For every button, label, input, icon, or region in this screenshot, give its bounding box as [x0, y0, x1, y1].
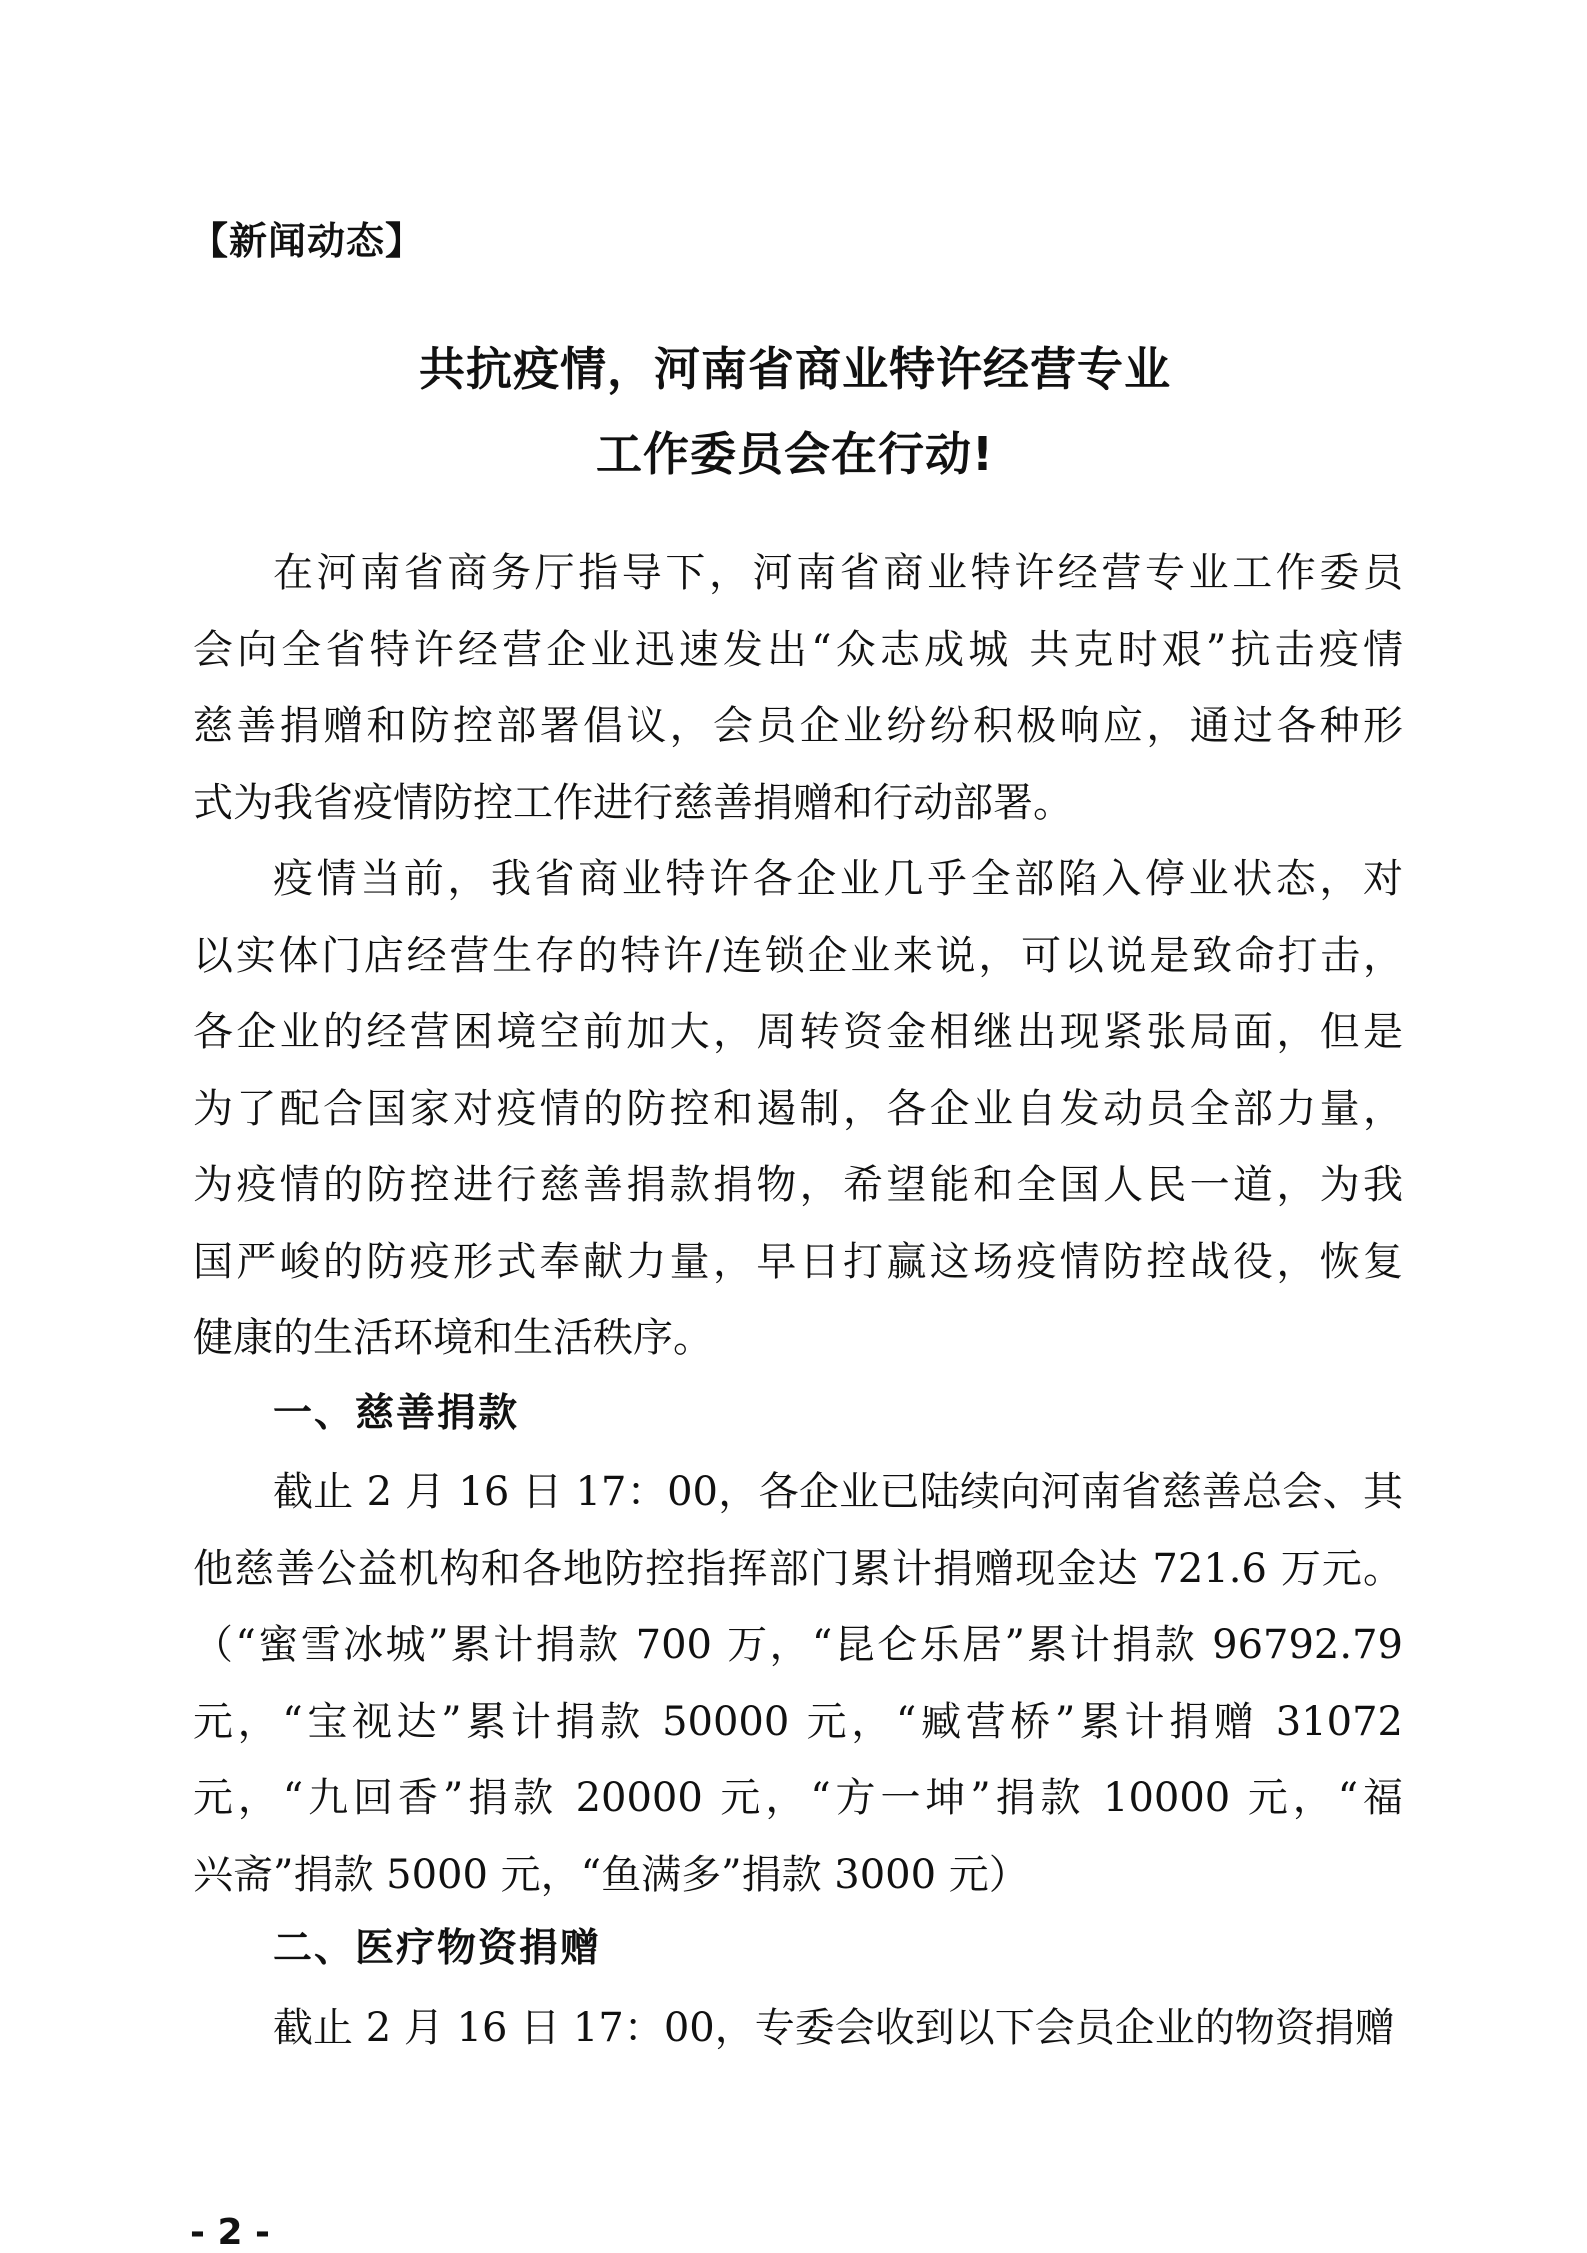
paragraph-line: 以实体门店经营生存的特许/连锁企业来说，可以说是致命打击，	[193, 932, 1403, 979]
article-title-line-2: 工作委员会在行动!	[596, 427, 994, 481]
paragraph-line: 截止 2 月 16 日 17：00，各企业已陆续向河南省慈善总会、其	[273, 1469, 1403, 1515]
paragraph-line: 元，“宝视达”累计捐款 50000 元，“臧营桥”累计捐赠 31072	[193, 1698, 1403, 1745]
paragraph-line: （“蜜雪冰城”累计捐款 700 万，“昆仑乐居”累计捐款 96792.79	[193, 1622, 1403, 1668]
paragraph-line: 慈善捐赠和防控部署倡议，会员企业纷纷积极响应，通过各种形	[193, 703, 1403, 749]
paragraph-line: 国严峻的防疫形式奉献力量，早日打赢这场疫情防控战役，恢复	[193, 1238, 1403, 1285]
paragraph-line: 在河南省商务厅指导下，河南省商业特许经营专业工作委员	[273, 550, 1403, 596]
paragraph-donations	[193, 1454, 1403, 1913]
paragraph-line: 健康的生活环境和生活秩序。	[193, 1315, 713, 1361]
paragraph-intro	[193, 535, 1403, 841]
article-title-line-1: 共抗疫情，河南省商业特许经营专业	[419, 342, 1171, 396]
section-heading-donations: 一、慈善捐款	[273, 1390, 520, 1436]
paragraph-line: 为了配合国家对疫情的防控和遏制，各企业自发动员全部力量，	[193, 1085, 1403, 1132]
section-tag: 【新闻动态】	[190, 218, 425, 263]
section-heading-medical-supplies: 二、医疗物资捐赠	[273, 1925, 602, 1971]
paragraph-line: 兴斋”捐款 5000 元，“鱼满多”捐款 3000 元）	[193, 1851, 1029, 1898]
paragraph-line: 各企业的经营困境空前加大，周转资金相继出现紧张局面，但是	[193, 1009, 1403, 1055]
paragraph-line: 他慈善公益机构和各地防控指挥部门累计捐赠现金达 721.6 万元。	[193, 1545, 1403, 1592]
paragraph-medical-supplies	[193, 1990, 1403, 2067]
paragraph-line: 疫情当前，我省商业特许各企业几乎全部陷入停业状态，对	[273, 856, 1403, 902]
page-number: - 2 -	[190, 2212, 270, 2253]
paragraph-situation	[193, 841, 1403, 1377]
paragraph-line: 会向全省特许经营企业迅速发出“众志成城 共克时艰”抗击疫情	[193, 626, 1403, 673]
paragraph-line: 截止 2 月 16 日 17：00，专委会收到以下会员企业的物资捐赠	[273, 2005, 1395, 2051]
paragraph-line: 为疫情的防控进行慈善捐款捐物，希望能和全国人民一道，为我	[193, 1162, 1403, 1208]
paragraph-line: 元，“九回香”捐款 20000 元，“方一坤”捐款 10000 元，“福	[193, 1775, 1403, 1821]
paragraph-line: 式为我省疫情防控工作进行慈善捐赠和行动部署。	[193, 779, 1073, 826]
